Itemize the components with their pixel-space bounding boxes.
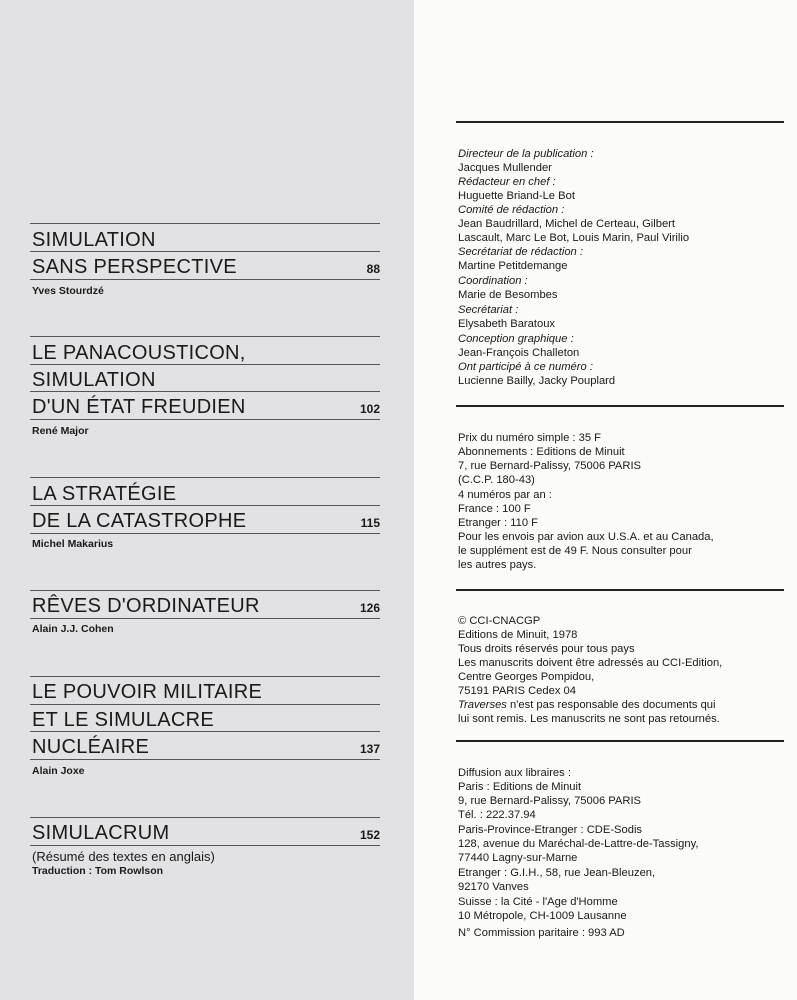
divider [30, 618, 380, 619]
divider [30, 533, 380, 534]
pricing-line: France : 100 F [458, 503, 531, 515]
journal-name: Traverses [458, 699, 507, 711]
pricing-line: Pour les envois par avion aux U.S.A. et au Canada, [458, 531, 714, 543]
page-number: 102 [359, 402, 380, 416]
copyright-line: Les manuscrits doivent être adressés au CCI-Edition, [458, 657, 723, 669]
article-title[interactable]: SANS PERSPECTIVE [32, 256, 237, 278]
staff-role: Directeur de la publication : [458, 148, 594, 160]
diffusion-line: 128, avenue du Maréchal-de-Lattre-de-Tassigny, [458, 838, 699, 850]
divider [30, 419, 380, 420]
divider [30, 391, 380, 392]
diffusion-line: Suisse : la Cité - l'Age d'Homme [458, 896, 618, 908]
staff-name: Lascault, Marc Le Bot, Louis Marin, Paul Virilio [458, 232, 690, 244]
divider [30, 279, 380, 280]
page-number: 88 [366, 262, 380, 276]
diffusion-line: Paris : Editions de Minuit [458, 781, 582, 793]
staff-role: Coordination : [458, 275, 528, 287]
commission-line: N° Commission paritaire : 993 AD [458, 927, 625, 939]
article-title[interactable]: LA STRATÉGIE [32, 483, 177, 505]
copyright-line: lui sont remis. Les manuscrits ne sont pas retournés. [458, 713, 720, 725]
article-title[interactable]: RÊVES D'ORDINATEUR [32, 595, 260, 617]
article-author: René Major [32, 425, 89, 437]
article-title[interactable]: LE PANACOUSTICON, [32, 342, 246, 364]
staff-name: Lucienne Bailly, Jacky Pouplard [458, 375, 616, 387]
page-number: 137 [359, 742, 380, 756]
divider [30, 590, 380, 591]
diffusion-line: 77440 Lagny-sur-Marne [458, 852, 578, 864]
diffusion-line: Etranger : G.I.H., 58, rue Jean-Bleuzen, [458, 867, 656, 879]
divider [30, 731, 380, 732]
article-title[interactable]: NUCLÉAIRE [32, 736, 150, 758]
article-title[interactable]: DE LA CATASTROPHE [32, 510, 247, 532]
staff-role: Rédacteur en chef : [458, 176, 556, 188]
article-title[interactable]: SIMULATION [32, 229, 156, 251]
article-title[interactable]: SIMULACRUM [32, 822, 170, 844]
staff-name: Martine Petitdemange [458, 260, 568, 272]
copyright-line: Editions de Minuit, 1978 [458, 629, 578, 641]
article-subtitle: (Résumé des textes en anglais) [32, 849, 215, 864]
masthead-panel [414, 0, 797, 1000]
divider [30, 704, 380, 705]
article-author: Traduction : Tom Rowlson [32, 865, 164, 877]
page-number: 126 [359, 601, 380, 615]
pricing-line: Prix du numéro simple : 35 F [458, 432, 602, 444]
staff-name: Jacques Mullender [458, 162, 552, 174]
article-title[interactable]: D'UN ÉTAT FREUDIEN [32, 396, 246, 418]
diffusion-line: 92170 Vanves [458, 881, 529, 893]
copyright-text: n'est pas responsable des documents qui [506, 699, 716, 711]
divider [30, 759, 380, 760]
staff-name: Elysabeth Baratoux [458, 318, 556, 330]
article-author: Alain Joxe [32, 765, 85, 777]
staff-name: Huguette Briand-Le Bot [458, 190, 575, 202]
staff-role: Secrétariat de rédaction : [458, 246, 583, 258]
page-number: 115 [360, 516, 380, 530]
pricing-line: le supplément est de 49 F. Nous consulter pour [458, 545, 692, 557]
divider [30, 364, 380, 365]
diffusion-line: Paris-Province-Etranger : CDE-Sodis [458, 824, 643, 836]
article-title[interactable]: SIMULATION [32, 369, 156, 391]
copyright-line [458, 698, 716, 712]
pricing-line: 7, rue Bernard-Palissy, 75006 PARIS [458, 460, 642, 472]
thick-rule [456, 121, 784, 123]
divider [30, 251, 380, 252]
staff-name: Marie de Besombes [458, 289, 558, 301]
article-title[interactable]: LE POUVOIR MILITAIRE [32, 681, 263, 703]
staff-role: Conception graphique : [458, 333, 574, 345]
diffusion-line: Tél. : 222.37.94 [458, 809, 536, 821]
divider [30, 817, 380, 818]
copyright-line: 75191 PARIS Cedex 04 [458, 685, 576, 697]
divider [30, 336, 380, 337]
pricing-line: Abonnements : Editions de Minuit [458, 446, 625, 458]
article-author: Yves Stourdzé [32, 285, 104, 297]
pricing-line: les autres pays. [458, 559, 537, 571]
divider [30, 676, 380, 677]
diffusion-line: 10 Métropole, CH-1009 Lausanne [458, 910, 627, 922]
divider [30, 223, 380, 224]
staff-name: Jean Baudrillard, Michel de Certeau, Gilbert [458, 218, 676, 230]
staff-role: Ont participé à ce numéro : [458, 361, 593, 373]
copyright-line: © CCI-CNACGP [458, 615, 541, 627]
article-title[interactable]: ET LE SIMULACRE [32, 709, 214, 731]
staff-role: Secrétariat : [458, 304, 519, 316]
divider [30, 477, 380, 478]
page-number: 152 [359, 828, 380, 842]
thick-rule [456, 589, 784, 591]
copyright-line: Tous droits réservés pour tous pays [458, 643, 635, 655]
pricing-line: 4 numéros par an : [458, 489, 552, 501]
divider [30, 845, 380, 846]
diffusion-line: Diffusion aux libraires : [458, 767, 571, 779]
staff-role: Comité de rédaction : [458, 204, 565, 216]
thick-rule [456, 740, 784, 742]
diffusion-line: 9, rue Bernard-Palissy, 75006 PARIS [458, 795, 642, 807]
article-author: Michel Makarius [32, 538, 114, 550]
article-author: Alain J.J. Cohen [32, 623, 114, 635]
pricing-line: Etranger : 110 F [458, 517, 539, 529]
thick-rule [456, 405, 784, 407]
copyright-line: Centre Georges Pompidou, [458, 671, 595, 683]
pricing-line: (C.C.P. 180-43) [458, 474, 535, 486]
divider [30, 505, 380, 506]
staff-name: Jean-François Challeton [458, 347, 580, 359]
